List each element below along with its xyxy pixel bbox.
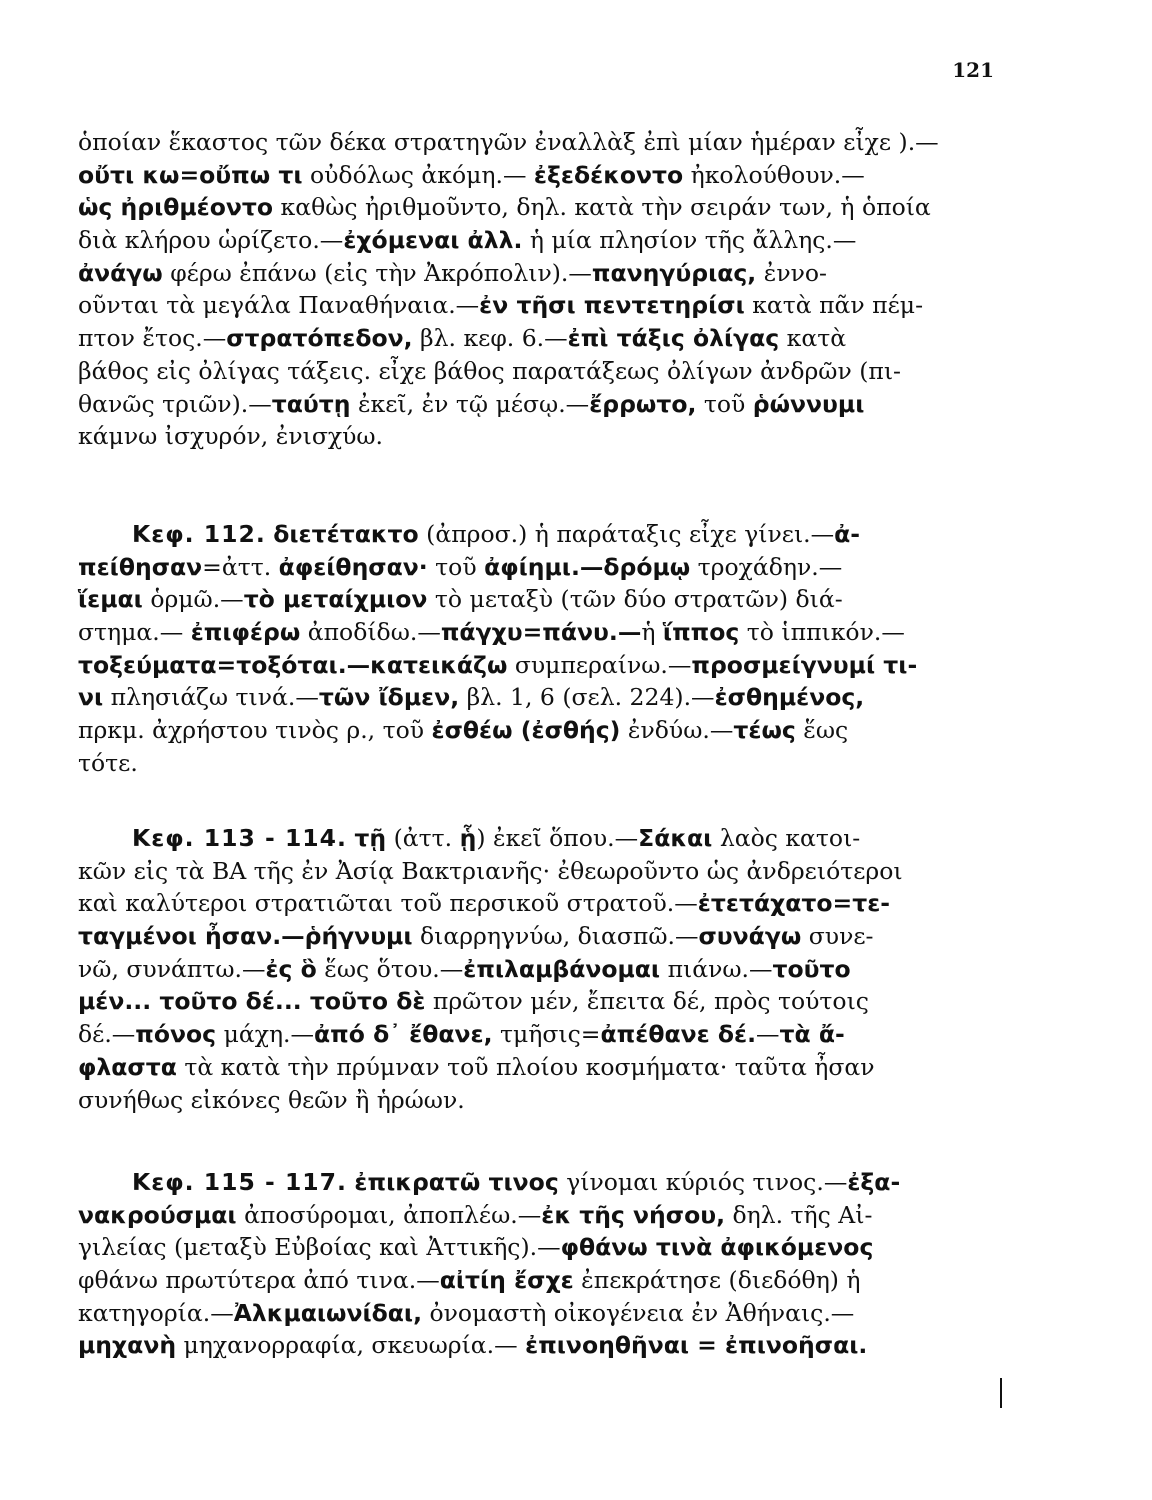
lemma: πόνος (135, 1020, 217, 1049)
text-line (78, 420, 1078, 453)
gloss-text: γιλείας (μεταξὺ Εὐβοίας καὶ Ἀττικῆς).— (78, 1233, 561, 1262)
text-line (78, 953, 1078, 986)
lemma: ῥώννυμι (752, 389, 865, 418)
lemma: ταγμένοι ἦσαν.—ῥήγνυμι (78, 922, 413, 951)
lemma: τῶν ἴδμεν, (318, 683, 460, 712)
gloss-text: ἕως (795, 716, 849, 745)
text-line (78, 714, 1078, 747)
gloss-text: ὀνομαστὴ οἰκογένεια ἐν Ἀθήναις.— (422, 1298, 855, 1327)
gloss-text: βλ. 1, 6 (σελ. 224).— (459, 683, 715, 712)
text-line (78, 1199, 1078, 1232)
lemma: τὸ μεταίχμιον (243, 585, 428, 614)
gloss-text: ἡ (641, 618, 663, 647)
page-number: 121 (952, 58, 994, 82)
lemma: ἐσθέω (ἐσθής) (431, 716, 621, 745)
text-line (78, 191, 1078, 224)
lemma: τοῦτο (772, 954, 851, 983)
lemma: Σάκαι (638, 824, 713, 852)
text-line (78, 681, 1078, 714)
lemma: ἐπιφέρω (190, 618, 301, 647)
text-line (78, 649, 1078, 682)
lemma: ἀπό δ᾽ ἔθανε, (314, 1020, 493, 1049)
lemma: τὰ ἄ- (779, 1020, 845, 1049)
gloss-text: ὁρμῶ.— (142, 585, 244, 614)
lemma: ἀφείθησαν· (278, 552, 428, 581)
gloss-text: δέ.— (78, 1020, 136, 1049)
text-line (78, 887, 1078, 920)
lemma: συνάγω (698, 922, 802, 951)
lemma: ἵππος (662, 618, 740, 647)
text-line (78, 518, 1078, 551)
gloss-text: γίνομαι κύριός τινος.— (558, 1168, 848, 1196)
gloss-text: κάμνω ἰσχυρόν, ἐνισχύω. (78, 422, 384, 451)
lemma: ταύτῃ (271, 389, 351, 418)
gloss-text: (ἀπροσ.) ἡ παράταξις εἶχε γίνει.— (418, 520, 835, 548)
gloss-text: κατηγορία.— (78, 1298, 234, 1327)
text-line (78, 1329, 1078, 1362)
gloss-text: ὁποίαν ἕκαστος τῶν δέκα στρατηγῶν ἐναλλὰξ ἐπὶ μίαν ἡμέραν εἶχε ).— (78, 128, 939, 156)
margin-rule (1000, 1378, 1002, 1408)
gloss-text: =ἀττ. (202, 552, 279, 581)
text-line (78, 1297, 1078, 1330)
gloss-text: τμῆσις= (492, 1020, 601, 1049)
lemma: στρατόπεδον, (226, 324, 413, 353)
gloss-text: κῶν εἰς τὰ ΒΑ τῆς ἐν Ἀσίᾳ Βακτριανῆς· ἐθεωροῦντο ὡς ἀνδρειότεροι (78, 856, 903, 885)
lemma: πείθησαν (78, 552, 203, 581)
gloss-text: οὐδόλως ἀκόμη.— (302, 160, 534, 189)
gloss-text: συνήθως εἰκόνες θεῶν ἢ ἡρώων. (78, 1085, 465, 1114)
lemma: ἐπὶ τάξις ὀλίγας (567, 324, 780, 353)
lemma: ἐχόμεναι ἀλλ. (343, 226, 523, 255)
gloss-text: διὰ κλήρου ὡρίζετο.— (78, 226, 344, 255)
gloss-text: ἀποσύρομαι, ἀποπλέω.— (236, 1200, 542, 1229)
gloss-text: βλ. κεφ. 6.— (412, 324, 568, 353)
gloss-text: τὸ ἱππικόν.— (739, 618, 905, 647)
lemma: ἐκ τῆς νήσου, (541, 1200, 726, 1229)
gloss-text: κατὰ πᾶν πέμ- (744, 291, 924, 320)
lemma: νι (78, 683, 104, 712)
gloss-text: πρῶτον μέν, ἔπειτα δέ, πρὸς τούτοις (425, 987, 869, 1016)
lemma: ἐξεδέκοντο (533, 160, 684, 189)
gloss-text: στημα.— (78, 618, 191, 647)
gloss-text: κατὰ (779, 324, 847, 353)
lemma: ἀφίημι.—δρόμῳ (484, 552, 691, 581)
lemma: μηχανὴ (78, 1331, 177, 1360)
lemma: ἀνάγω (78, 258, 163, 287)
gloss-text: πρκμ. ἀχρήστου τινὸς ρ., τοῦ (78, 716, 432, 745)
section-112 (78, 518, 1078, 780)
lemma: φλαστα (78, 1052, 177, 1081)
text-line (78, 159, 1078, 192)
gloss-text: οῦνται τὰ μεγάλα Παναθήναια.— (78, 291, 480, 320)
gloss-text: πλησιάζω τινά.— (103, 683, 319, 712)
gloss-text: συνε- (801, 922, 874, 951)
lemma: πανηγύριας, (591, 258, 757, 287)
gloss-text: τοῦ (427, 552, 485, 581)
text-line (78, 1018, 1078, 1051)
lemma: ἀπέθανε δέ. (600, 1020, 757, 1049)
text-line (78, 322, 1078, 355)
gloss-text: καὶ καλύτεροι στρατιῶται τοῦ περσικοῦ στρατοῦ.— (78, 889, 698, 918)
gloss-text: πτον ἔτος.— (78, 324, 227, 353)
text-line (78, 822, 1078, 855)
gloss-text: συμπεραίνω.— (507, 650, 692, 679)
lemma: ἐξα- (847, 1168, 901, 1196)
text-line (78, 1166, 1078, 1199)
lemma: διετέτακτο (273, 520, 419, 548)
text-line (78, 224, 1078, 257)
gloss-text: μηχανορραφία, σκευωρία.— (176, 1331, 526, 1360)
section-113-114 (78, 822, 1078, 1116)
gloss-text: ἐκεῖ, ἐν τῷ μέσῳ.— (350, 389, 590, 418)
lemma: ἀ- (834, 520, 861, 548)
lemma: Ἀλκμαιωνίδαι, (233, 1298, 423, 1327)
text-line (78, 1264, 1078, 1297)
gloss-text: ἐννο- (756, 258, 827, 287)
lemma: ὡς ἠριθμέοντο (78, 193, 274, 222)
gloss-text: τὰ κατὰ τὴν πρύμναν τοῦ πλοίου κοσμήματα· ταῦτα ἦσαν (176, 1052, 875, 1081)
gloss-text: τότε. (78, 748, 138, 777)
lemma: ᾗ (459, 824, 477, 852)
text-line (78, 1084, 1078, 1117)
gloss-text: λαὸς κατοι- (712, 824, 861, 852)
text-line (78, 355, 1078, 388)
gloss-text: τὸ μεταξὺ (τῶν δύο στρατῶν) διά- (427, 585, 843, 614)
paragraph-commentary-cont (78, 126, 1078, 453)
gloss-text: καθὼς ἠριθμοῦντο, δηλ. κατὰ τὴν σειράν των, ἡ ὁποία (273, 193, 931, 222)
text-line (78, 551, 1078, 584)
lemma: φθάνω τινὰ ἀφικόμενος (560, 1233, 874, 1262)
text-line (78, 126, 1078, 159)
gloss-text: φθάνω πρωτύτερα ἀπό τινα.— (78, 1266, 440, 1295)
lemma: τοξεύματα=τοξόται.—κατεικάζω (78, 650, 508, 679)
chapter-heading: Κεφ. 115 - 117. (132, 1168, 347, 1196)
lemma: οὔτι κω=οὔπω τι (78, 160, 303, 189)
gloss-text: ἐνδύω.— (620, 716, 734, 745)
text-line (78, 747, 1078, 780)
text-line (78, 583, 1078, 616)
text-line (78, 985, 1078, 1018)
lemma: ἐτετάχατο=τε- (697, 889, 891, 918)
gloss-text: ἠκολούθουν.— (683, 160, 865, 189)
gloss-text: τοῦ (696, 389, 753, 418)
text-line (78, 289, 1078, 322)
lemma: ἐπιλαμβάνομαι (463, 954, 661, 983)
lemma: μέν... τοῦτο δέ... τοῦτο δὲ (78, 987, 426, 1016)
gloss-text: πιάνω.— (660, 954, 773, 983)
lemma: νακρούσμαι (78, 1200, 237, 1229)
gloss-text: διαρρηγνύω, διασπῶ.— (412, 922, 699, 951)
lemma: προσμείγνυμί τι- (691, 650, 918, 679)
lemma: αἰτίη ἔσχε (439, 1266, 574, 1295)
chapter-heading: Κεφ. 112. (132, 520, 266, 548)
lemma: ἐπικρατῶ τινος (354, 1168, 559, 1196)
gloss-text: φέρω ἐπάνω (εἰς τὴν Ἀκρόπολιν).— (162, 258, 592, 287)
text-line (78, 257, 1078, 290)
gloss-text: ἀποδίδω.— (300, 618, 441, 647)
gloss-text: τροχάδην.— (690, 552, 843, 581)
gloss-text: ἡ μία πλησίον τῆς ἄλλης.— (522, 226, 857, 255)
text-line (78, 1051, 1078, 1084)
gloss-text: (ἀττ. (386, 824, 460, 852)
text-line (78, 1231, 1078, 1264)
text-line (78, 616, 1078, 649)
gloss-text: — (756, 1020, 780, 1049)
lemma: πάγχυ=πάνυ.— (440, 618, 642, 647)
gloss-text: ) ἐκεῖ ὅπου.— (476, 824, 639, 852)
gloss-text: μάχη.— (216, 1020, 315, 1049)
chapter-heading: Κεφ. 113 - 114. (132, 824, 347, 852)
lemma: τέως (733, 716, 796, 745)
section-115-117 (78, 1166, 1078, 1362)
gloss-text: ἐπεκράτησε (διεδόθη) ἡ (573, 1266, 861, 1295)
gloss-text: θανῶς τριῶν).— (78, 389, 272, 418)
text-line (78, 855, 1078, 888)
text-line (78, 920, 1078, 953)
lemma: ἐς ὃ (265, 954, 317, 983)
gloss-text: νῶ, συνάπτω.— (78, 954, 266, 983)
text-line (78, 388, 1078, 421)
gloss-text: βάθος εἰς ὀλίγας τάξεις. εἶχε βάθος παρατάξεως ὀλίγων ἀνδρῶν (πι- (78, 356, 901, 385)
lemma: ἐπινοηθῆναι = ἐπινοῆσαι. (525, 1331, 868, 1360)
lemma: ἐσθημένος, (714, 683, 865, 712)
lemma: τῇ (354, 824, 387, 852)
gloss-text: ἕως ὅτου.— (316, 954, 464, 983)
gloss-text: δηλ. τῆς Αἰ- (725, 1200, 873, 1229)
lemma: ἐν τῆσι πεντετηρίσι (479, 291, 745, 320)
lemma: ἵεμαι (78, 585, 143, 614)
lemma: ἔρρωτο, (589, 389, 697, 418)
